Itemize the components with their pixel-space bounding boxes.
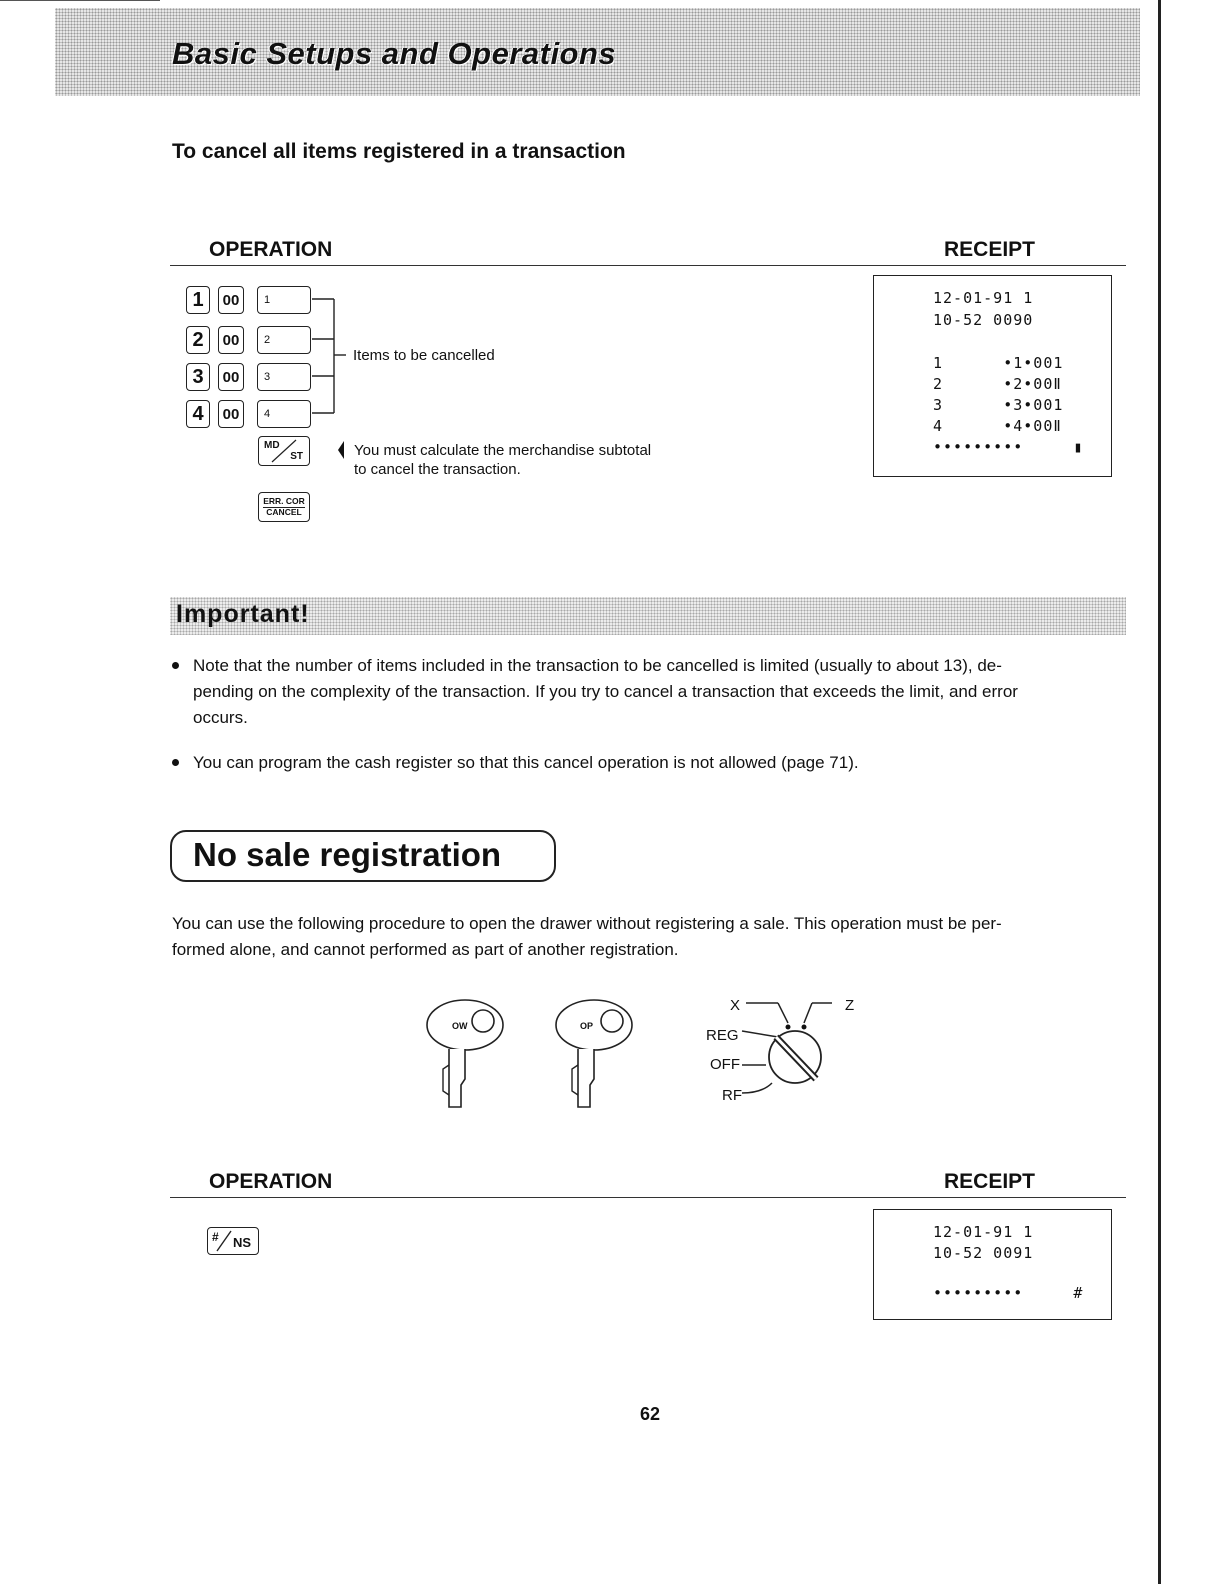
no-sale-key[interactable]	[207, 1227, 259, 1255]
page-number: 62	[639, 1404, 661, 1424]
nosale-title: No sale registration	[193, 836, 502, 873]
digit-key[interactable]: 1	[186, 286, 210, 314]
important-bullet-2: You can program the cash register so that this cancel operation is not allowed (page 71).	[193, 753, 859, 772]
page-title: Basic Setups and Operations	[172, 36, 617, 71]
bullet-icon	[172, 662, 179, 669]
digit-key[interactable]: 3	[186, 363, 210, 391]
nosale-para-line-2: formed alone, and cannot performed as part of another registration.	[172, 940, 679, 959]
switch-x-label: X	[730, 997, 741, 1014]
nosale-para-line-1: You can use the following procedure to open the drawer without registering a sale. This operation must be per-	[172, 914, 1002, 933]
subtotal-note-line-1: You must calculate the merchandise subtotal	[354, 442, 652, 459]
receipt-line: 10-52 0091	[933, 1244, 1034, 1262]
receipt-line: 2 •2•00Ⅱ	[933, 375, 1062, 393]
items-note: Items to be cancelled	[353, 347, 495, 364]
section-subheading: To cancel all items registered in a transaction	[172, 140, 626, 163]
items-bracket	[310, 295, 350, 420]
receipt-heading-2: RECEIPT	[944, 1170, 1036, 1193]
section-divider-2	[170, 1197, 1126, 1198]
operation-heading-2: OPERATION	[209, 1170, 333, 1193]
err-key-bottom-label: CANCEL	[266, 506, 302, 517]
err-key-top-label: ERR. COR	[263, 496, 305, 507]
md-key-top-label: MD	[264, 440, 280, 451]
receipt-line: 10-52 0090	[933, 311, 1034, 329]
bullet-icon	[172, 759, 179, 766]
switch-z-label: Z	[845, 997, 855, 1014]
digit-key[interactable]: 2	[186, 326, 210, 354]
bullet-1-line-1: Note that the number of items included in the transaction to be cancelled is limited (usually to about 13), de-	[193, 656, 1002, 675]
bullet-1-line-2: pending on the complexity of the transaction. If you try to cancel a transaction that exceeds the limit, and error	[193, 682, 1018, 701]
subtotal-note-line-2: to cancel the transaction.	[354, 461, 521, 478]
arrow-marker-icon	[336, 440, 348, 460]
double-zero-key[interactable]: 00	[218, 326, 244, 354]
double-zero-key[interactable]: 00	[218, 400, 244, 428]
ow-key-label: OW	[452, 1021, 468, 1031]
important-bullet-1	[193, 653, 1123, 731]
md-key-bottom-label: ST	[290, 451, 303, 462]
ns-key-bottom-label: NS	[233, 1235, 252, 1250]
double-zero-key[interactable]: 00	[218, 363, 244, 391]
receipt-line: 12-01-91 1	[933, 1223, 1034, 1241]
important-title: Important!	[176, 600, 310, 628]
nosale-paragraph	[172, 911, 1102, 963]
receipt-line: 4 •4•00Ⅱ	[933, 417, 1062, 435]
switch-reg-label: REG	[706, 1027, 739, 1044]
ow-key-icon	[425, 995, 515, 1115]
receipt-line: ••••••••• ▮	[933, 438, 1084, 456]
bullet-1-line-3: occurs.	[193, 708, 248, 727]
department-key[interactable]: 1	[257, 286, 311, 314]
department-key[interactable]: 2	[257, 326, 311, 354]
receipt-line: 1 •1•001	[933, 354, 1064, 372]
op-key-icon	[554, 995, 644, 1115]
right-page-rule	[1158, 0, 1161, 1584]
double-zero-key[interactable]: 00	[218, 286, 244, 314]
err-cor-cancel-key[interactable]	[258, 492, 310, 522]
department-key[interactable]: 4	[257, 400, 311, 428]
operation-heading: OPERATION	[209, 238, 333, 261]
top-rule	[0, 0, 160, 1]
op-key-label: OP	[580, 1021, 594, 1031]
digit-key[interactable]: 4	[186, 400, 210, 428]
md-st-key[interactable]	[258, 436, 310, 466]
receipt-box-2	[873, 1209, 1112, 1320]
receipt-line: 12-01-91 1	[933, 289, 1034, 307]
ns-key-top-label: #	[212, 1230, 219, 1244]
switch-rf-label: RF	[722, 1087, 742, 1104]
switch-off-label: OFF	[710, 1056, 740, 1073]
important-banner	[170, 597, 1126, 635]
receipt-line: 3 •3•001	[933, 396, 1064, 414]
receipt-box	[873, 275, 1112, 477]
mode-switch-icon	[740, 995, 850, 1105]
section-divider	[170, 265, 1126, 266]
department-key[interactable]: 3	[257, 363, 311, 391]
receipt-heading: RECEIPT	[944, 238, 1036, 261]
receipt-line: ••••••••• #	[933, 1284, 1084, 1302]
